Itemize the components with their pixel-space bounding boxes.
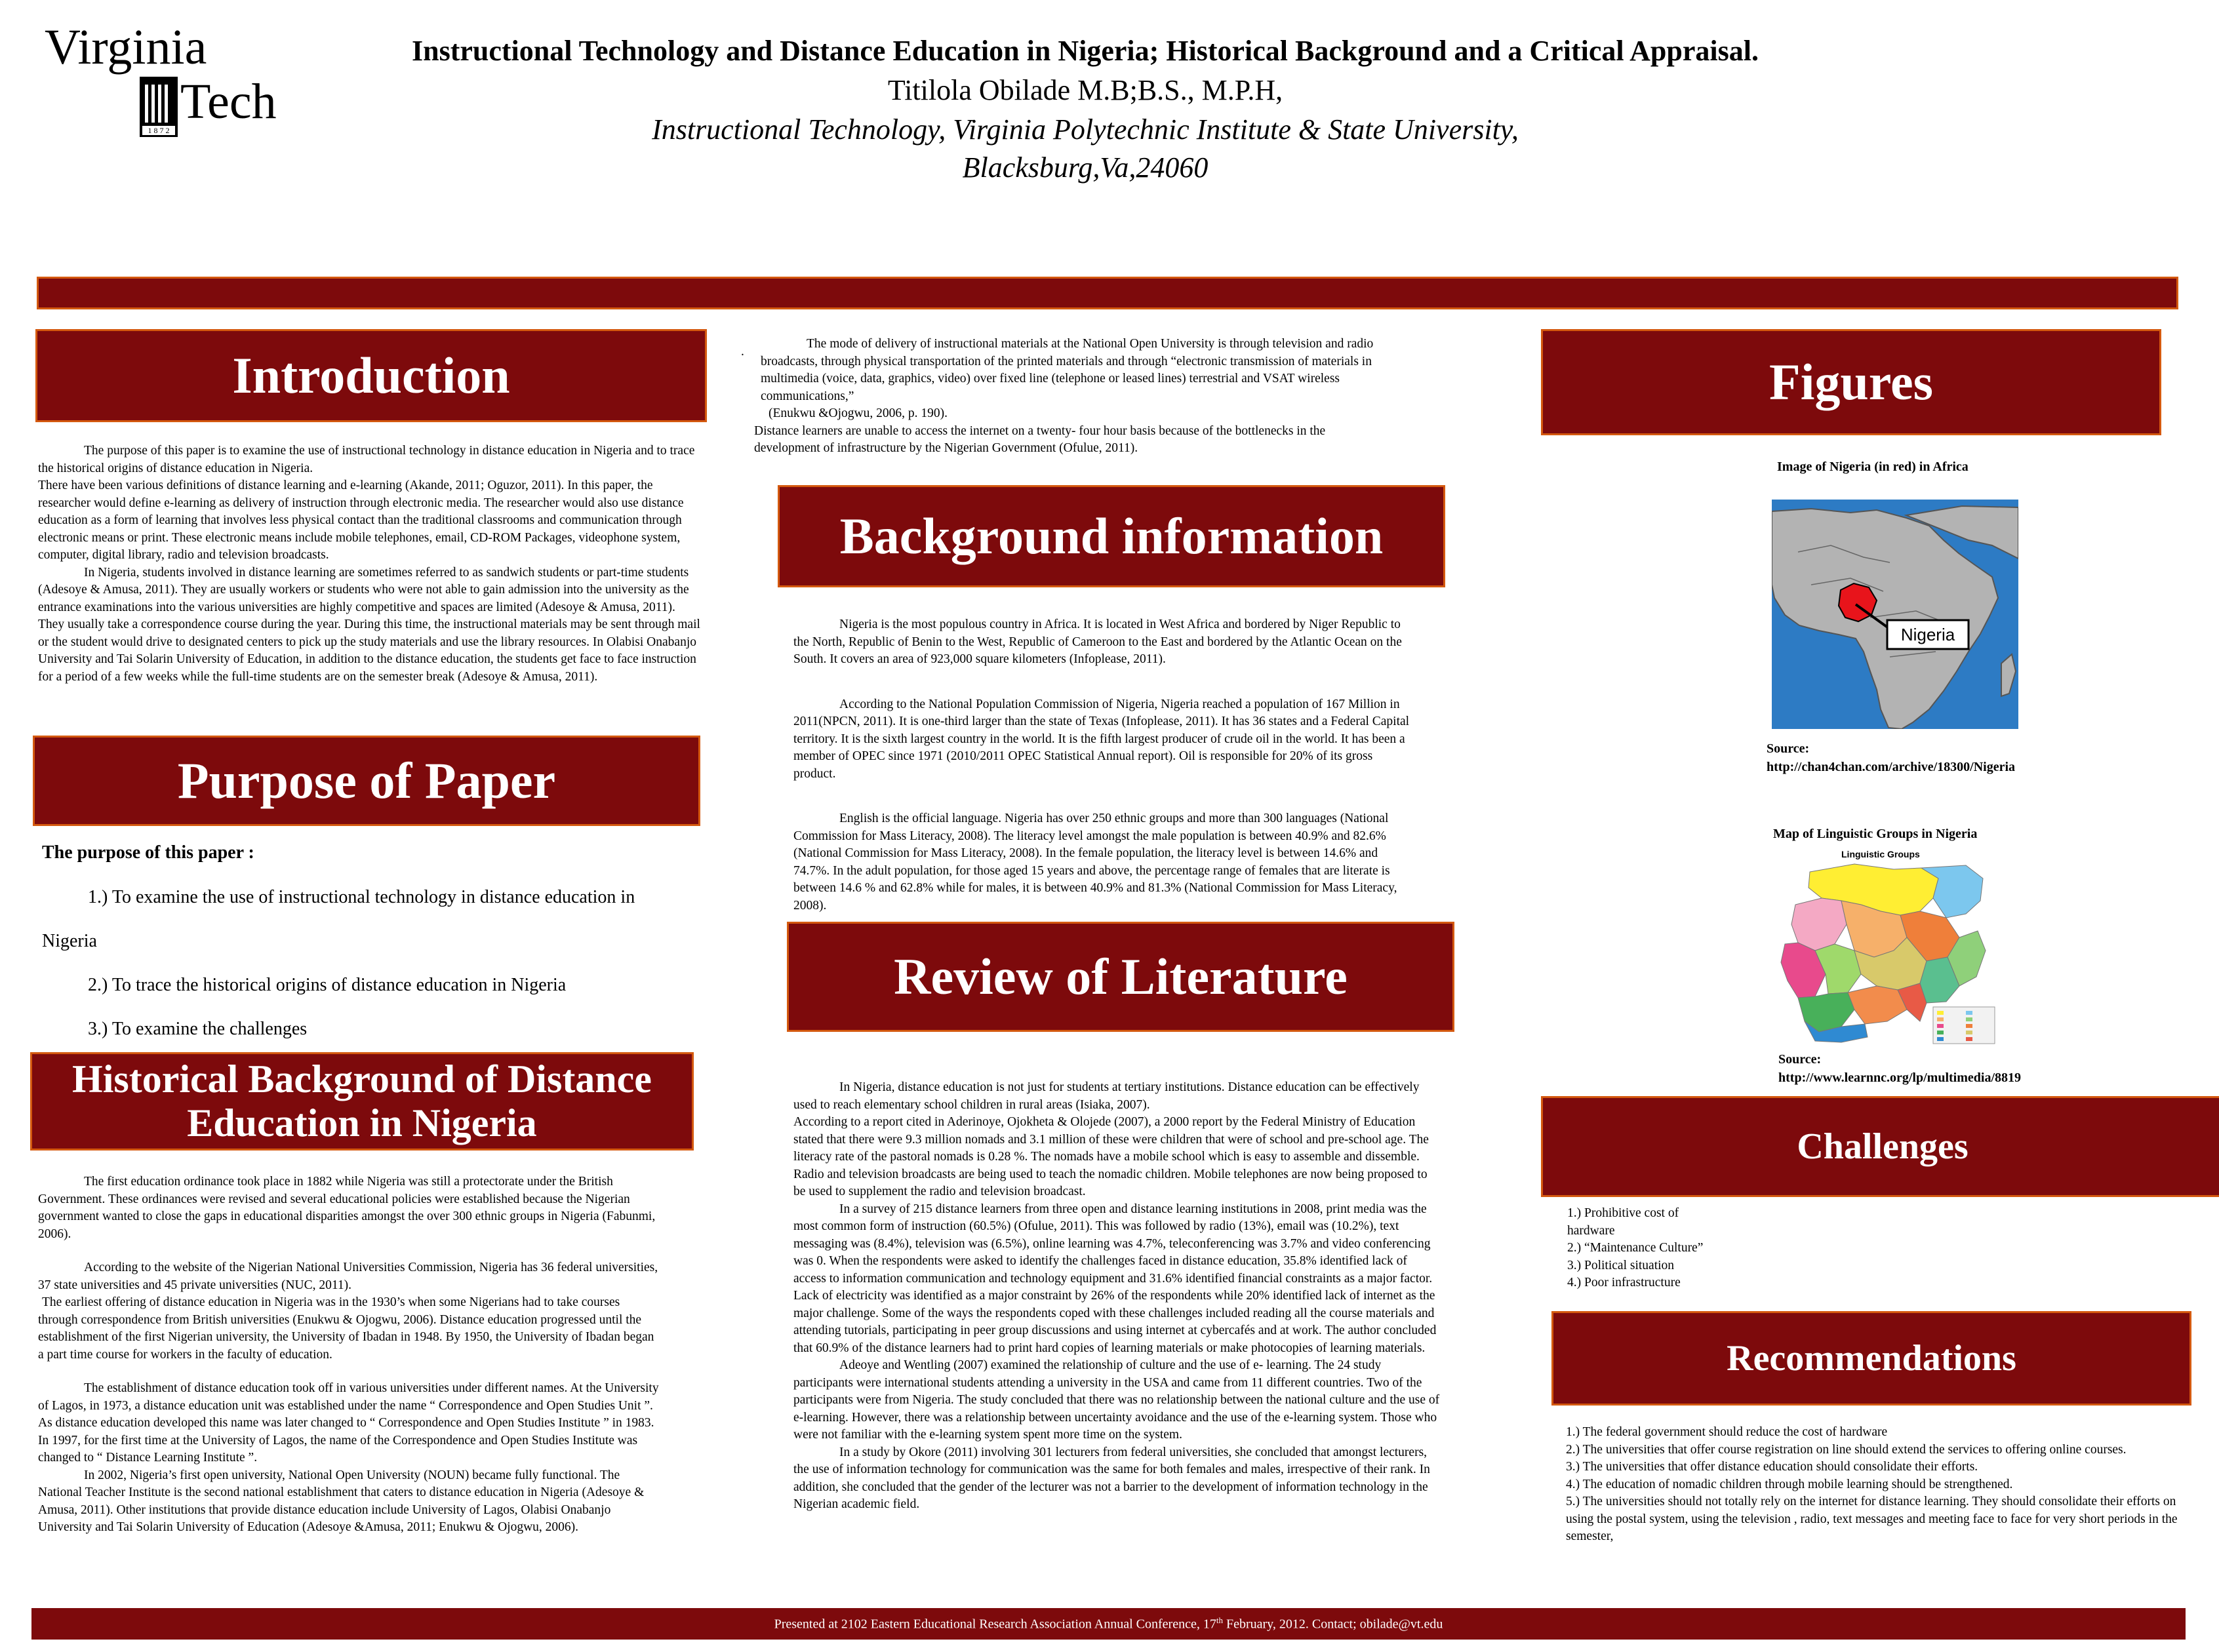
linguistic-map-title: Linguistic Groups [1841, 849, 1920, 859]
poster-affiliation: Instructional Technology, Virginia Polytechnic Institute & State University, [652, 113, 1519, 146]
history-paragraph: The first education ordinance took place in 1882 while Nigeria was still a protectorate under the British Government. These ordinances were revised and several educational policies were established because the Nigerian government wanted to close the gaps in educational disparities amongst the over 300 ethnic groups in Nigeria (Fabunmi, 2006). [38, 1175, 656, 1241]
background-heading: Background information [778, 485, 1445, 587]
poster-location: Blacksburg,Va,24060 [962, 151, 1209, 184]
figure2-caption: Map of Linguistic Groups in Nigeria [1773, 827, 1978, 841]
history-paragraph: The earliest offering of distance education in Nigeria was in the 1930’s when some Nigerians had to take courses through correspondence from British universities (Enukwu & Ojogwu, 2006). Distance education progressed until the establishment of the first Nigerian university, the University of Ibadan in 1948. By 1950, the University of Ibadan began a part time course for workers in the faculty of education. [38, 1295, 654, 1362]
history-paragraph: In 2002, Nigeria’s first open university, National Open University (NOUN) became fully functional. The National Teacher Institute is the second national establishment that caters to distance education in Nigeria (Adesoye & Amusa, 2011). Other institutions that provide distance education include University of Lagos, Olabisi Onabanjo University and Tai Solarin University of Education (Adesoye &Amusa, 2011; Enukwu & Ojogwu, 2006). [38, 1468, 645, 1535]
poster-title: Instructional Technology and Distance Education in Nigeria; Historical Background and a Critical Appraisal. [412, 35, 1759, 67]
delivery-paragraph: Distance learners are unable to access the internet on a twenty- four hour basis because of the bottlenecks in the development of infrastructure by the Nigerian Government (Ofulue, 2011). [754, 423, 1326, 456]
background-paragraph: According to the National Population Commission of Nigeria, Nigeria reached a population of 167 Million in 2011(NPCN, 2011). It is one-third larger than the state of Texas (Infoplease, 2011). It has 36 states and a Federal Capital territory. It is the sixth largest country in the world. It is the fifth largest producer of crude oil in the world. It has been a member of OPEC since 1971 (2010/2011 OPEC Statistical Annual report). Oil is responsible for 20% of its gross product. [793, 697, 1410, 781]
figure1-africa-map [1772, 500, 2018, 729]
purpose-item: Nigeria [42, 931, 97, 951]
introduction-paragraph: There have been various definitions of distance learning and e-learning (Akande, 2011; Oguzor, 2011). In this paper, the researcher would define e-learning as delivery of instruction through electronic media. The researcher would also use distance education as a form of learning that involves less physical contact than the traditional classrooms and communication through electronic means or print. These electronic means include mobile telephones, email, CD-ROM Packages, videophone system, computer, digital library, radio and television broadcasts. [38, 479, 684, 562]
challenges-item: 2.) “Maintenance Culture” [1567, 1241, 1704, 1255]
background-body [793, 616, 1410, 914]
footer-band [31, 1608, 2186, 1640]
review-paragraph: Adeoye and Wentling (2007) examined the relationship of culture and the use of e- learning. The 24 study participants were international students attending a university in the USA and came from 11 different countries. Two of the participants were from Nigeria. The study concluded that there was no relationship between the national culture and the use of e-learning. However, there was a relationship between uncertainty avoidance and the use of the e-learning system. Those who were not familiar with the e-learning system spent more time on the system. [793, 1358, 1440, 1442]
map-nigeria-label: Nigeria [1900, 625, 1955, 644]
footer-text: Presented at 2102 Eastern Educational Research Association Annual Conference, 17th February, 2012. Contact; obilade@vt.edu [774, 1615, 1443, 1632]
challenges-item: 1.) Prohibitive cost of [1567, 1206, 1679, 1220]
review-body [793, 1079, 1441, 1514]
purpose-lead: The purpose of this paper : [42, 842, 254, 863]
purpose-item: 3.) To examine the challenges [88, 1019, 308, 1039]
university-logo [39, 23, 289, 164]
figures-heading: Figures [1541, 329, 2161, 435]
delivery-dot: . [741, 345, 744, 359]
linguistic-map-legend [1933, 1007, 1995, 1044]
virginia-tech-logo-graphic [39, 23, 289, 164]
recommendations-item: 1.) The federal government should reduce the cost of hardware [1566, 1425, 1888, 1439]
logo-word-tech: Tech [180, 74, 277, 129]
challenges-item: 4.) Poor infrastructure [1567, 1276, 1681, 1290]
figure2-source-url: http://www.learnnc.org/lp/multimedia/8819 [1778, 1071, 2021, 1085]
figure2-source-label: Source: [1778, 1052, 1822, 1067]
challenges-item: hardware [1567, 1223, 1615, 1238]
header-divider-band [37, 277, 2178, 309]
figure2-source [1778, 1050, 2021, 1087]
figure1-source-url: http://chan4chan.com/archive/18300/Nigeria [1767, 760, 2016, 774]
challenges-heading: Challenges [1541, 1096, 2219, 1197]
review-heading: Review of Literature [787, 922, 1454, 1032]
review-paragraph: According to a report cited in Aderinoye, Ojokheta & Olojede (2007), a 2000 report by the Federal Ministry of Education stated that there were 9.3 million nomads and 3.1 million of these were children that were of school and pre-school age. The literacy rate of the pastoral nomads is 0.28 %. The nomads have a mobile school which is easy to assemble and dissemble. Radio and television broadcasts are being used to teach the nomadic children. Mobile telephones are now being proposed to be used to supplement the radio and television broadcast. [793, 1115, 1429, 1199]
review-paragraph: In a study by Okore (2011) involving 301 lecturers from federal universities, she concluded that amongst lecturers, the use of information technology for communication was the same for both females and males, irrespective of their rank. In addition, she concluded that the gender of the lecturer was not a barrier to the development of information technology in the Nigerian academic field. [793, 1445, 1430, 1512]
figure1-source [1767, 739, 2015, 776]
challenges-item: 3.) Political situation [1567, 1258, 1675, 1272]
history-paragraph: The establishment of distance education took off in various universities under different names. At the University of Lagos, in 1973, a distance education unit was established under the name “ Correspondence and Open Studies Unit ”. As distance education developed this name was later changed to “ Correspondence and Open Studies Institute ” in 1983. In 1997, for the first time at the University of Lagos, the name of the Correspondence and Open Studies Institute was changed to “ Distance Learning Institute ”. [38, 1381, 659, 1465]
figure1-caption: Image of Nigeria (in red) in Africa [1777, 460, 1969, 474]
review-paragraph: In Nigeria, distance education is not just for students at tertiary institutions. Distance education can be effectively used to reach elementary school children in rural areas (Isiaka, 2007). [793, 1080, 1420, 1112]
recommendations-item: 5.) The universities should not totally rely on the internet for distance learning. They should consolidate their efforts on using the postal system, using the television , radio, text messages and meeting face to face for very short periods in the semester, [1566, 1495, 2178, 1544]
recommendations-list [1566, 1424, 2190, 1546]
figure1-source-label: Source: [1767, 741, 1810, 756]
delivery-body [741, 336, 1390, 458]
introduction-body [38, 442, 702, 686]
challenges-list [1567, 1205, 1829, 1292]
delivery-paragraph: The mode of delivery of instructional materials at the National Open University is through television and radio broadcasts, through physical transportation of the printed materials and through “electronic transmission of materials in multimedia (voice, data, graphics, video) over fixed line (telephone or leased lines) terrestrial and VSAT wireless communications,” [761, 337, 1374, 403]
history-heading: Historical Background of Distance Education in Nigeria [30, 1052, 694, 1150]
introduction-heading: Introduction [35, 329, 707, 422]
background-paragraph: English is the official language. Nigeria has over 250 ethnic groups and more than 300 languages (National Commission for Mass Literacy, 2008). The literacy level amongst the male population is between 40.9% and 82.6% (National Commission for Mass Literacy, 2008). In the female population, the literacy level is between 14.6% and 74.7%. In the adult population, for those aged 15 years and above, the percentage range of females that are literate is between 14.6 % and 62.8% while for males, it is between 40.9% and 81.3% (National Commission for Mass Literacy, 2008). [793, 812, 1397, 913]
history-body [38, 1173, 662, 1537]
review-paragraph: In a survey of 215 distance learners from three open and distance learning institutions in 2008, print media was the most common form of instruction (60.5%) (Ofulue, 2011). This was followed by radio (13%), email was (10.2%), text messaging was (8.4%), television was (6.5%), online learning was 4.7%, teleconferencing was 3.7% and video conferencing was 0. When the respondents were asked to identify the challenges faced in distance education, 35.8% identified lack of access to information communication and technology equipment and 31.6% identified financial constraints as a major factor. Lack of electricity was identified as a major constraint by 26% of the respondents while 20% identified lack of internet as the major challenge. Some of the ways the respondents coped with these challenges included reading all the course materials and attending tutorials, participating in peer group discussions and using internet at cybercafés and at work. The author concluded that 60.9% of the distance learners had to print hard copies of learning materials or make photocopies of learning materials. [793, 1202, 1437, 1355]
linguistic-map-graphic [1769, 846, 1996, 1046]
recommendations-heading: Recommendations [1551, 1311, 2191, 1406]
background-paragraph: Nigeria is the most populous country in Africa. It is located in West Africa and bordered by Niger Republic to the North, Republic of Benin to the West, Republic of Cameroon to the East and bordered by the Atlantic Ocean on the South. It covers an area of 923,000 square kilometers (Infoplease, 2011). [793, 618, 1402, 667]
introduction-paragraph: The purpose of this paper is to examine the use of instructional technology in distance education in Nigeria and to trace the historical origins of distance education in Nigeria. [38, 444, 695, 475]
logo-year: 1 8 7 2 [148, 126, 170, 135]
delivery-citation: (Enukwu &Ojogwu, 2006, p. 190). [769, 406, 948, 421]
figure2-linguistic-map [1769, 846, 1996, 1046]
purpose-item: 2.) To trace the historical origins of distance education in Nigeria [88, 975, 567, 995]
recommendations-item: 4.) The education of nomadic children through mobile learning should be strengthened. [1566, 1477, 2013, 1491]
recommendations-item: 2.) The universities that offer course registration on line should extend the services to offering online courses. [1566, 1442, 2127, 1457]
purpose-heading: Purpose of Paper [33, 736, 700, 826]
poster-author: Titilola Obilade M.B;B.S., M.P.H, [887, 74, 1283, 106]
purpose-item: 1.) To examine the use of instructional technology in distance education in [88, 887, 635, 907]
recommendations-item: 3.) The universities that offer distance education should consolidate their efforts. [1566, 1460, 1978, 1474]
introduction-paragraph: In Nigeria, students involved in distance learning are sometimes referred to as sandwich students or part-time students (Adesoye & Amusa, 2011). They are usually workers or students who were not able to gain admission into the university as the entrance examinations into the various universities are highly competitive and spaces are limited (Adesoye & Amusa, 2011). They usually take a correspondence course during the year. During this time, the instructional materials may be sent through mail or the student would drive to designated centers to pick up the study materials and use the library resources. In Olabisi Onabanjo University and Tai Solarin University of Education, in addition to the distance education, the students get face to face instruction for a period of a few weeks while the full-time students are on the semester break (Adesoye & Amusa, 2011). [38, 565, 700, 684]
africa-map-graphic [1772, 500, 2018, 729]
logo-word-virginia: Virginia [45, 23, 207, 75]
history-paragraph: According to the website of the Nigerian National Universities Commission, Nigeria has 36 federal universities, 37 state universities and 45 private universities (NUC, 2011). [38, 1261, 658, 1292]
